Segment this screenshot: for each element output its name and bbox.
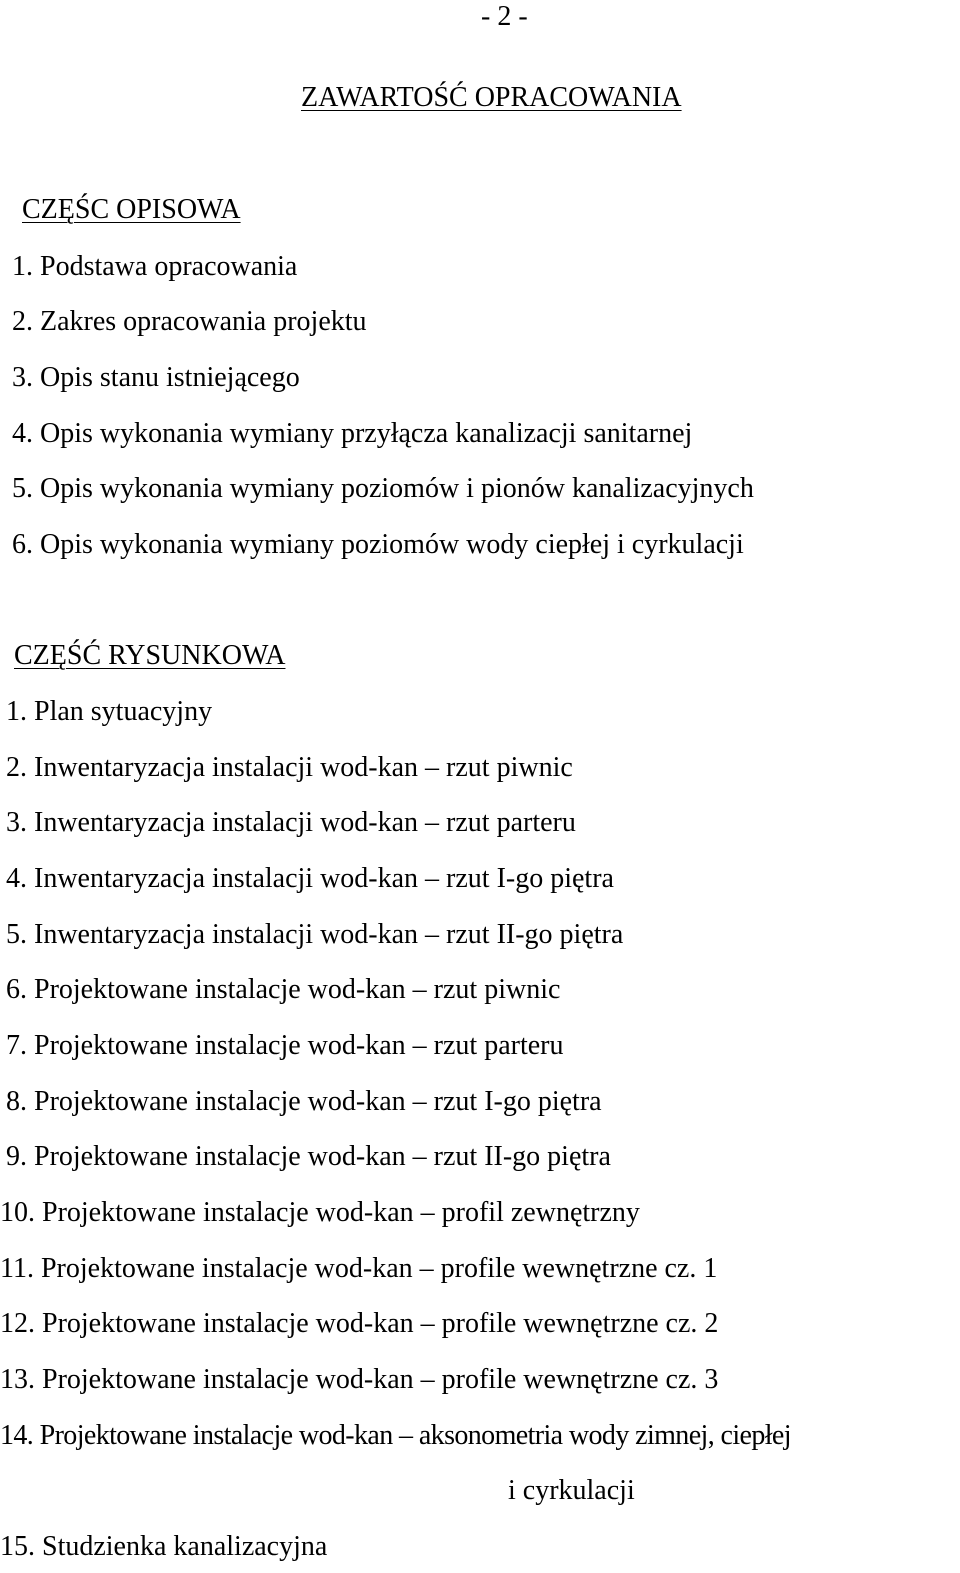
section-heading-drawings: CZĘŚĆ RYSUNKOWA <box>14 640 286 671</box>
list-item: 2. Zakres opracowania projektu <box>12 306 367 337</box>
list-item: 11. Projektowane instalacje wod-kan – profile wewnętrzne cz. 1 <box>0 1253 718 1284</box>
list-item: 7. Projektowane instalacje wod-kan – rzut parteru <box>6 1030 564 1061</box>
page-number: - 2 - <box>481 1 528 32</box>
section-heading-descriptive: CZĘŚC OPISOWA <box>22 194 241 225</box>
list-item: 10. Projektowane instalacje wod-kan – profil zewnętrzny <box>0 1197 640 1228</box>
list-item: 1. Plan sytuacyjny <box>6 696 213 727</box>
list-item-continuation: i cyrkulacji <box>508 1475 635 1506</box>
list-item: 6. Opis wykonania wymiany poziomów wody ciepłej i cyrkulacji <box>12 529 744 560</box>
list-item: 5. Opis wykonania wymiany poziomów i pionów kanalizacyjnych <box>12 473 754 504</box>
list-item: 3. Inwentaryzacja instalacji wod-kan – rzut parteru <box>6 807 576 838</box>
document-title: ZAWARTOŚĆ OPRACOWANIA <box>301 82 682 113</box>
list-item: 9. Projektowane instalacje wod-kan – rzut II-go piętra <box>6 1141 611 1172</box>
list-item: 2. Inwentaryzacja instalacji wod-kan – rzut piwnic <box>6 752 573 783</box>
list-item: 6. Projektowane instalacje wod-kan – rzut piwnic <box>6 974 561 1005</box>
list-item: 13. Projektowane instalacje wod-kan – profile wewnętrzne cz. 3 <box>0 1364 719 1395</box>
list-item: 12. Projektowane instalacje wod-kan – profile wewnętrzne cz. 2 <box>0 1308 719 1339</box>
list-item: 4. Opis wykonania wymiany przyłącza kanalizacji sanitarnej <box>12 418 693 449</box>
list-item: 5. Inwentaryzacja instalacji wod-kan – rzut II-go piętra <box>6 919 624 950</box>
list-item: 4. Inwentaryzacja instalacji wod-kan – rzut I-go piętra <box>6 863 614 894</box>
list-item: 14. Projektowane instalacje wod-kan – aksonometria wody zimnej, ciepłej <box>0 1420 791 1451</box>
list-item: 8. Projektowane instalacje wod-kan – rzut I-go piętra <box>6 1086 602 1117</box>
list-item: 3. Opis stanu istniejącego <box>12 362 300 393</box>
list-item: 1. Podstawa opracowania <box>12 251 298 282</box>
list-item: 15. Studzienka kanalizacyjna <box>0 1531 328 1562</box>
